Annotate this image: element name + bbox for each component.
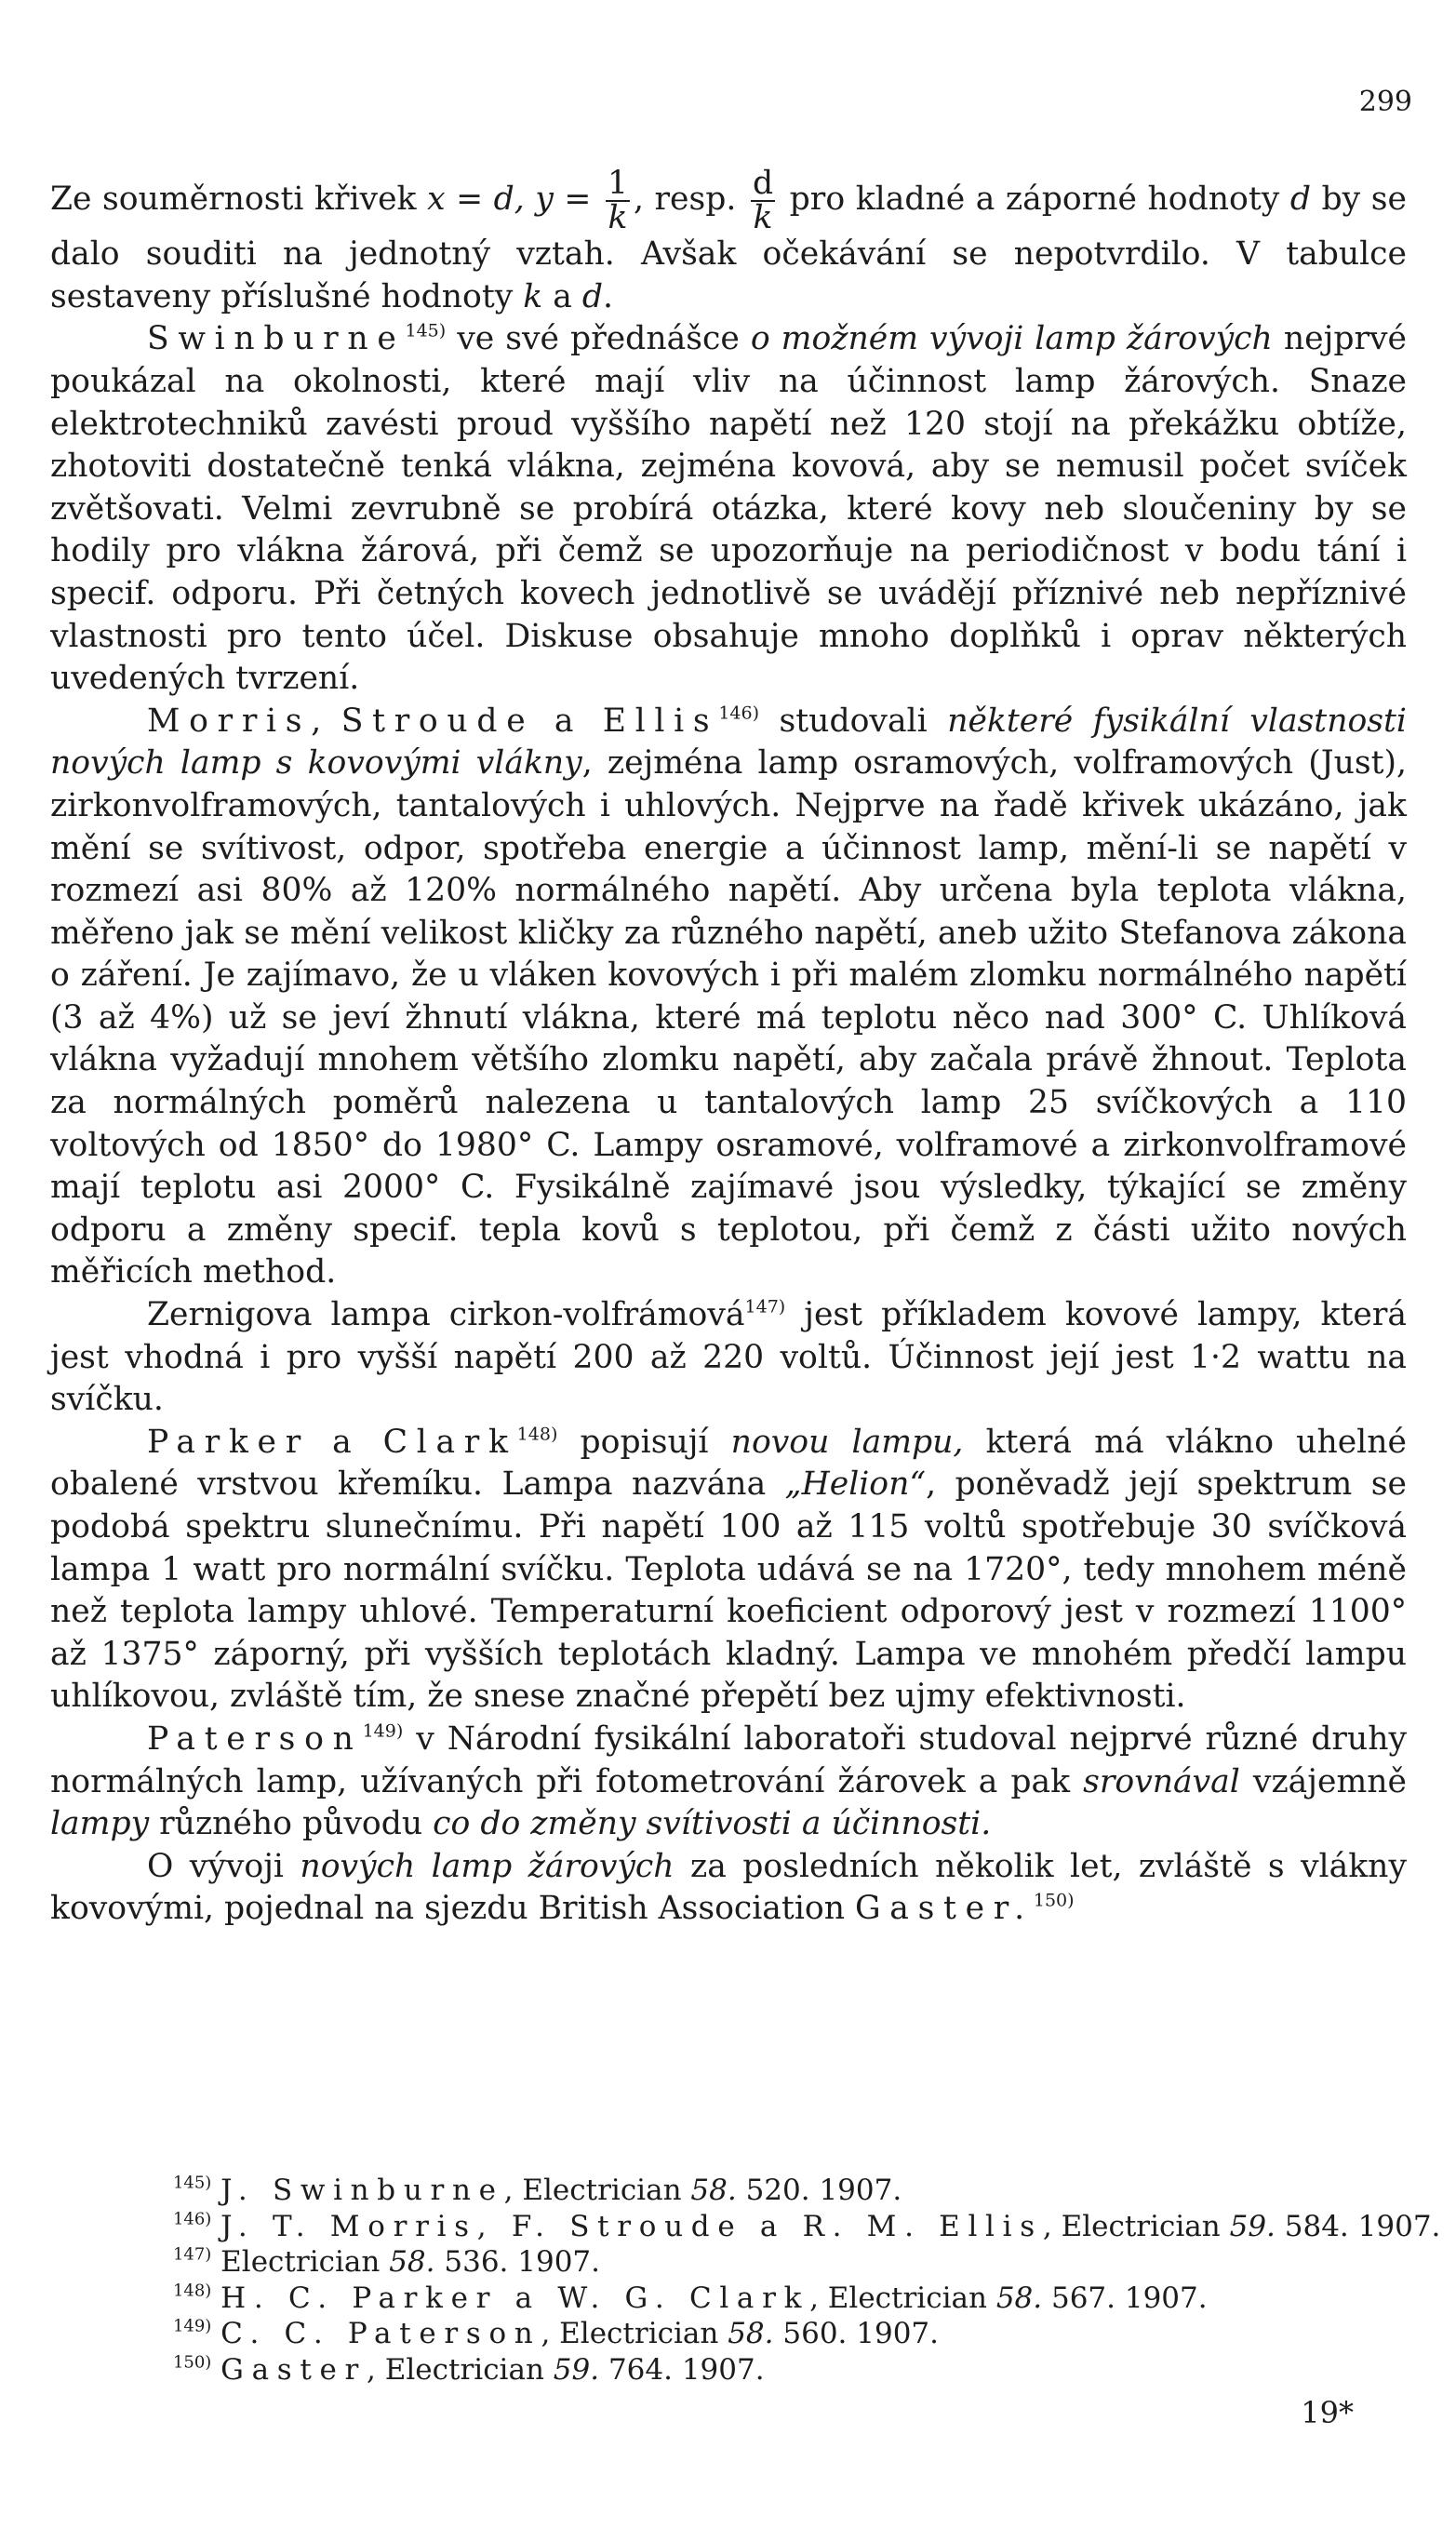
footnote: $^{148)}$ H. C. Parker a W. G. Clark, Electrician 58. 567. 1907. bbox=[173, 2280, 1208, 2315]
footnote-ref: 149) bbox=[362, 1720, 404, 1742]
fraction-d-over-k: $\frac{d}{k}$ bbox=[752, 165, 774, 236]
footnote-ref: 147) bbox=[744, 1296, 786, 1318]
paragraph-morris: Morris, Stroude a Ellis$^{146)}$ studovali některé fysikální vlastnosti nových lamp s kovovými vlákny, zejména lamp osramových, volframových (Just), zirkonvolframových, tantalových i uhlových. Nejprve na řadě křivek ukázáno, jak mění se svítivost, odpor, spotřeba energie a účinnost lamp, mění-li se napětí v rozmezí asi 80% až 120% normálného napětí. Aby určena byla teplota vlákna, měřeno jak se mění velikost kličky za různého napětí, aneb užito Stefanova zákona o záření. Je zajímavo, že u vláken kovových i při malém zlomku normálného napětí (3 až 4%) už se jeví žhnutí vlákna, které má teplotu něco nad 300° C. Uhlíková vlákna vyžadují mnohem většího zlomku napětí, aby začala právě žhnout. Teplota za normálných poměrů nalezena u tantalových lamp 25 svíčkových a 110 voltových od 1850° do 1980° C. Lampy osramové, volframové a zirkonvolframové mají teplotu asi 2000° C. Fysikálně zajímavé jsou výsledky, týkající se změny odporu a změny specif. tepla kovů s teplotou, při čemž z části užito nových měřicích method. bbox=[50, 702, 1407, 1291]
footnote: $^{150)}$ Gaster, Electrician 59. 764. 1907. bbox=[173, 2351, 765, 2387]
paragraph-parker-clark: Parker a Clark$^{148)}$ popisují novou lampu, která má vlákno uhelné obalené vrstvou křemíku. Lampa nazvána „Helion“, poněvadž její spektrum se podobá spektru slunečnímu. Při napětí 100 až 115 voltů spotřebuje 30 svíčková lampa 1 watt pro normální svíčku. Teplota udává se na 1720°, tedy mnohem méně než teplota lampy uhlové. Temperaturní koeficient odporový jest v rozmezí 1100° až 1375° záporný, při vyšších teplotách kladný. Lampa ve mnohém předčí lampu uhlíkovou, zvláště tím, že snese značné přepětí bez ujmy efektivnosti. bbox=[50, 1423, 1407, 1716]
author-name: Paterson bbox=[147, 1719, 363, 1758]
footnote-ref: 150) bbox=[1033, 1891, 1075, 1912]
paragraph-symmetry: Ze souměrnosti křivek x = d, y = $\frac{1}{k}$ , resp. $\frac{d}{k}$ pro kladné a záporné hodnoty d by se dalo souditi na jednotný vztah. Avšak očekávání se nepotvrdilo. V tabulce sestaveny příslušné hodnoty k a d. bbox=[50, 165, 1407, 315]
footnote-ref: 145) bbox=[405, 321, 447, 342]
paragraph-gaster: O vývoji nových lamp žárových za posledních několik let, zvláště s vlákny kovovými, pojednal na sjezdu British Association Gaster.$^{150)}$ bbox=[50, 1847, 1407, 1928]
paragraph-swinburne: Swinburne$^{145)}$ ve své přednášce o možném vývoji lamp žárových nejprvé poukázal na okolnosti, které mají vliv na účinnost lamp žárových. Snaze elektrotechniků zavésti proud vyššího napětí než 120 stojí na překážku obtíže, zhotoviti dostatečně tenká vlákna, zejména kovová, aby se nemusil počet svíček zvětšovati. Velmi zevrubně se probírá otázka, které kovy neb sloučeniny by se hodily pro vlákna žárová, při čemž se upozorňuje na periodičnost v bodu tání i specif. odporu. Při četných kovech jednotlivě se uvádějí příznivé neb nepříznivé vlastnosti pro tento účel. Diskuse obsahuje mnoho doplňků i oprav některých uvedených tvrzení. bbox=[50, 320, 1407, 698]
author-name: Clark bbox=[382, 1423, 517, 1461]
author-name: Ellis bbox=[602, 702, 719, 740]
work-title: nových lamp žárových bbox=[300, 1847, 675, 1885]
paragraph-zernig: Zernigova lampa cirkon-volfrámová$^{147)}$ jest příkladem kovové lampy, která jest vhodná i pro vyšší napětí 200 až 220 voltů. Účinnost její jest 1·2 wattu na svíčku. bbox=[50, 1296, 1407, 1419]
work-title: o možném vývoji lamp žárových bbox=[750, 320, 1273, 358]
lamp-name: „Helion“ bbox=[784, 1465, 927, 1504]
author-name: Swinburne bbox=[147, 320, 406, 358]
footnote: $^{149)}$ C. C. Paterson, Electrician 58. 560. 1907. bbox=[173, 2316, 939, 2350]
footnote: $^{145)}$ J. Swinburne, Electrician 58. 520. 1907. bbox=[173, 2173, 902, 2207]
equation: x = d, y = bbox=[427, 181, 592, 219]
fraction-1-over-k: $\frac{1}{k}$ bbox=[607, 165, 628, 236]
body-text bbox=[50, 167, 1407, 1931]
footnote-ref: 148) bbox=[516, 1424, 558, 1445]
paragraph-paterson: Paterson$^{149)}$ v Národní fysikální laboratoři studoval nejprvé různé druhy normálných lamp, užívaných při fotometrování žárovek a pak srovnával vzájemně lampy různého původu co do změny svítivosti a účinnosti. bbox=[50, 1719, 1408, 1843]
author-name: Parker bbox=[147, 1423, 310, 1461]
footnote: $^{147)}$ Electrician 58. 536. 1907. bbox=[173, 2244, 600, 2279]
footnotes bbox=[173, 2173, 1441, 2388]
work-title: některé fysikální vlastnosti nových lamp s kovovými vlákny bbox=[50, 702, 1407, 783]
author-name: Gaster. bbox=[854, 1890, 1034, 1928]
footnote-ref: 146) bbox=[718, 702, 760, 724]
page-number: 299 bbox=[1358, 86, 1412, 118]
footnote: $^{146)}$ J. T. Morris, F. Stroude a R. M. Ellis, Electrician 59. 584. 1907. bbox=[173, 2208, 1441, 2243]
author-name: Stroude bbox=[341, 702, 535, 740]
signature-mark: 19* bbox=[1301, 2395, 1354, 2430]
author-name: Morris bbox=[147, 702, 312, 740]
work-title: novou lampu, bbox=[730, 1423, 964, 1461]
